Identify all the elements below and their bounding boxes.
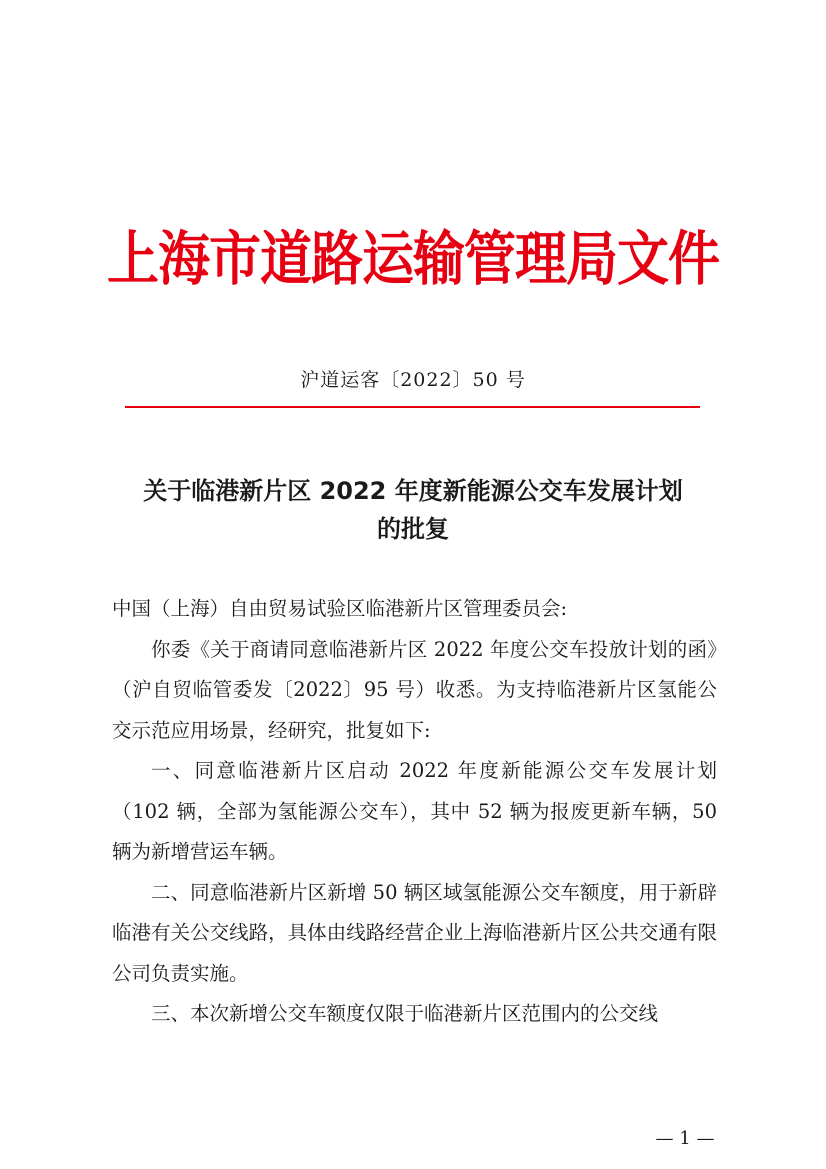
document-number: 沪道运客〔2022〕50 号 [300, 369, 526, 391]
body-paragraph-item-1: 一、同意临港新片区启动 2022 年度新能源公交车发展计划（102 辆，全部为氢能源公交车），其中 52 辆为报废更新车辆，50 辆为新增营运车辆。 [112, 759, 717, 863]
body-paragraph-item-2: 二、同意临港新片区新增 50 辆区域氢能源公交车额度，用于新辟临港有关公交线路，具体由线路经营企业上海临港新片区公共交通有限公司负责实施。 [112, 880, 717, 985]
red-divider-line [125, 406, 700, 408]
document-title-line-2: 的批复 [377, 515, 449, 543]
document-body [112, 589, 717, 1035]
page-number: — 1 — [655, 1128, 715, 1149]
issuer-title: 上海市道路运输管理局文件 [106, 225, 719, 294]
document-title-line-1: 关于临港新片区 2022 年度新能源公交车发展计划 [143, 477, 683, 505]
body-paragraph-item-3: 三、本次新增公交车额度仅限于临港新片区范围内的公交线 [151, 1002, 659, 1025]
body-paragraph-intro: 你委《关于商请同意临港新片区 2022 年度公交车投放计划的函》（沪自贸临管委发〔2022〕95 号）收悉。为支持临港新片区氢能公交示范应用场景，经研究，批复如下: [112, 637, 717, 742]
salutation: 中国（上海）自由贸易试验区临港新片区管理委员会: [112, 597, 568, 620]
document-title [100, 472, 726, 548]
